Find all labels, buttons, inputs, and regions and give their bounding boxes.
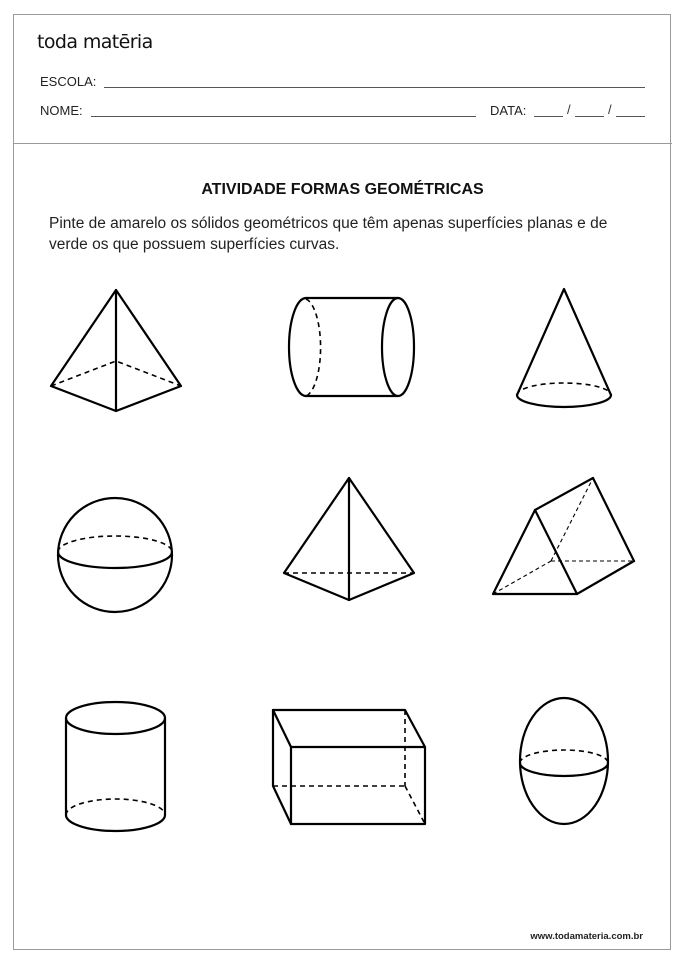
footer-url: www.todamateria.com.br bbox=[530, 931, 643, 942]
date-label: DATA: bbox=[490, 103, 527, 118]
name-label: NOME: bbox=[40, 103, 83, 118]
activity-instructions: Pinte de amarelo os sólidos geométricos que têm apenas superfícies planas e de verde os que possuem superfícies curvas. bbox=[49, 215, 608, 253]
date-separator: / bbox=[567, 102, 571, 117]
cone-shape[interactable] bbox=[517, 289, 611, 407]
logo: toda matēria bbox=[37, 31, 153, 53]
rectangular-prism-shape[interactable] bbox=[273, 710, 425, 824]
activity-title: ATIVIDADE FORMAS GEOMÉTRICAS bbox=[201, 181, 484, 198]
horizontal-cylinder-shape[interactable] bbox=[289, 298, 414, 396]
school-label: ESCOLA: bbox=[40, 74, 97, 89]
sphere-shape[interactable] bbox=[58, 498, 172, 612]
ellipsoid-shape[interactable] bbox=[520, 698, 608, 824]
triangular-prism-shape[interactable] bbox=[493, 478, 634, 594]
date-separator: / bbox=[608, 102, 612, 117]
square-pyramid-shape[interactable] bbox=[51, 290, 181, 411]
triangular-pyramid-shape[interactable] bbox=[284, 478, 414, 600]
vertical-cylinder-shape[interactable] bbox=[66, 702, 165, 831]
